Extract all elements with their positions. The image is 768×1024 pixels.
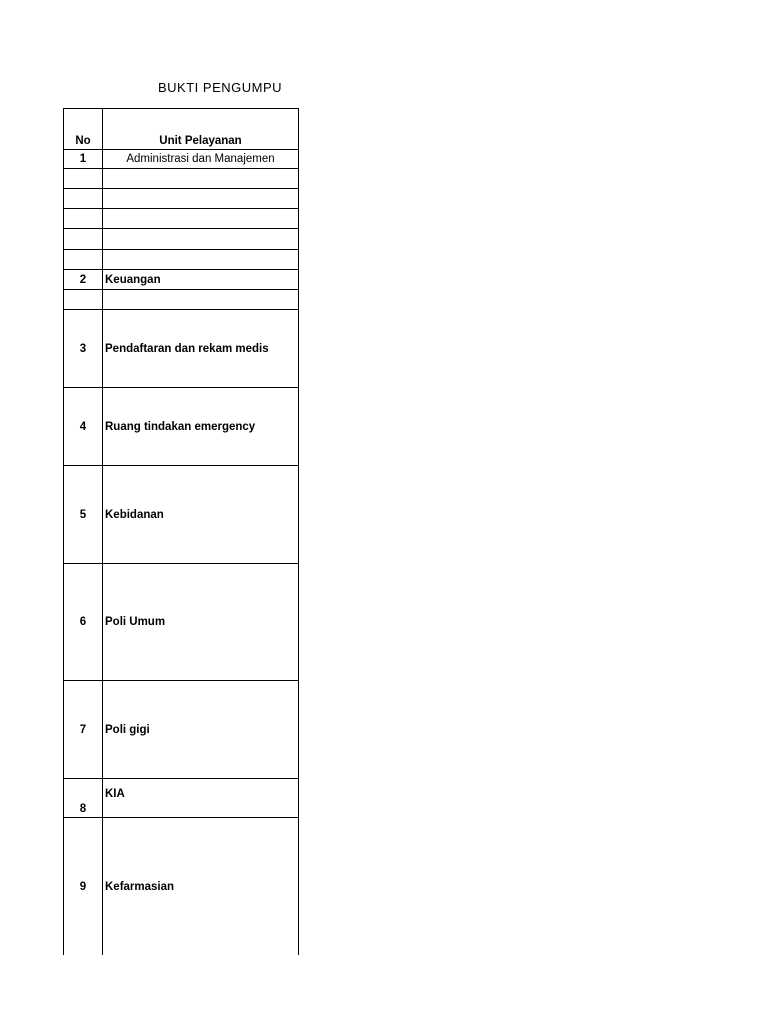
row-no [63,229,103,249]
table-row [63,208,299,228]
table-row [63,188,299,208]
row-unit [103,189,299,208]
row-unit: Keuangan [103,270,299,289]
table-row [63,168,299,188]
row-no: 1 [63,150,103,168]
table-row [63,465,299,563]
row-unit: Pendaftaran dan rekam medis [103,310,299,387]
row-unit: Ruang tindakan emergency [103,388,299,465]
table-row [63,149,299,168]
service-unit-table [63,108,299,955]
table-row [63,249,299,269]
table-row [63,309,299,387]
row-no: 3 [63,310,103,387]
table-row [63,387,299,465]
table-row [63,563,299,680]
row-no [63,290,103,309]
row-no [63,169,103,188]
row-unit: Kebidanan [103,466,299,563]
table-row [63,817,299,955]
row-no: 4 [63,388,103,465]
row-unit [103,229,299,249]
row-no: 2 [63,270,103,289]
row-no [63,250,103,269]
row-unit: Administrasi dan Manajemen [103,150,299,168]
row-unit: Kefarmasian [103,818,299,955]
row-unit: Poli gigi [103,681,299,778]
table-header-row [63,108,299,149]
row-unit [103,169,299,188]
row-no [63,209,103,228]
row-unit [103,209,299,228]
table-row [63,289,299,309]
header-unit: Unit Pelayanan [103,109,299,149]
row-no: 8 [63,779,103,817]
row-no: 5 [63,466,103,563]
row-unit [103,290,299,309]
header-no: No [63,109,103,149]
row-unit [103,250,299,269]
table-row [63,269,299,289]
table-row [63,778,299,817]
document-title: BUKTI PENGUMPU [158,80,283,95]
table-row [63,228,299,249]
row-unit: Poli Umum [103,564,299,680]
row-no: 9 [63,818,103,955]
row-unit: KIA [103,779,299,817]
row-no: 6 [63,564,103,680]
table-row [63,680,299,778]
row-no: 7 [63,681,103,778]
row-no [63,189,103,208]
